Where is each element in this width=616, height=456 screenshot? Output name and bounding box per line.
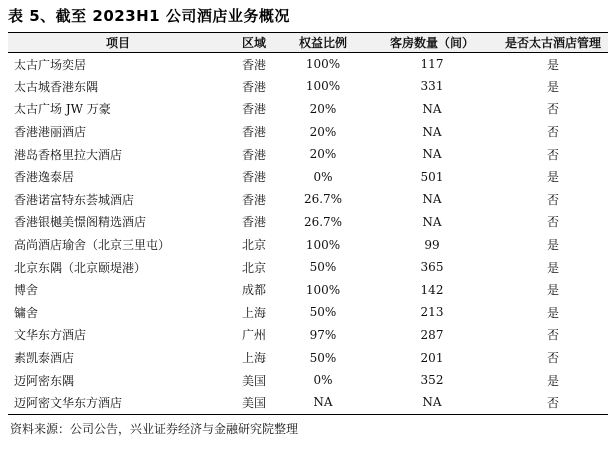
cell-swire-managed: 否 <box>546 351 559 366</box>
cell-project: 香港港丽酒店 <box>14 125 87 140</box>
cell-swire-managed: 是 <box>546 238 559 253</box>
cell-region: 香港 <box>241 147 266 162</box>
table-row <box>8 75 608 98</box>
cell-project: 太古广场奕居 <box>14 57 87 72</box>
cell-room-count: NA <box>422 124 442 139</box>
cell-project: 迈阿密东隅 <box>14 373 75 388</box>
cell-room-count: 213 <box>420 305 444 320</box>
cell-region: 香港 <box>241 102 266 117</box>
cell-region: 北京 <box>241 238 266 253</box>
cell-swire-managed: 否 <box>546 215 559 230</box>
cell-room-count: 142 <box>420 282 444 297</box>
cell-room-count: NA <box>366 391 498 414</box>
cell-project: 太古城香港东隅 <box>14 79 99 94</box>
cell-equity-ratio: 100% <box>305 237 341 252</box>
cell-room-count: 201 <box>420 350 444 365</box>
cell-room-count: 287 <box>420 327 444 342</box>
cell-room-count: 99 <box>424 237 440 252</box>
cell-region: 成都 <box>241 283 266 298</box>
table-row <box>8 391 608 414</box>
cell-project: 镛舍 <box>14 305 39 320</box>
table-row <box>8 143 608 166</box>
cell-room-count: 352 <box>420 373 444 388</box>
table-row <box>8 188 608 211</box>
table-row <box>8 233 608 256</box>
cell-swire-managed: 否 <box>498 391 608 414</box>
table-row <box>8 256 608 279</box>
cell-project: 迈阿密文华东方酒店 <box>8 391 228 414</box>
table-row <box>8 53 608 76</box>
cell-project: 太古广场 JW 万豪 <box>14 102 111 117</box>
cell-room-count: NA <box>422 101 442 116</box>
cell-region: 香港 <box>241 57 266 72</box>
table-row <box>8 301 608 324</box>
cell-region: 上海 <box>241 351 266 366</box>
cell-equity-ratio: 26.7% <box>303 214 343 229</box>
header-project: 项目 <box>8 33 228 53</box>
cell-swire-managed: 否 <box>546 147 559 162</box>
header-region: 区域 <box>228 33 280 53</box>
cell-room-count: 365 <box>420 260 444 275</box>
cell-equity-ratio: 100% <box>305 282 341 297</box>
table-row <box>8 120 608 143</box>
cell-region: 香港 <box>241 192 266 207</box>
cell-swire-managed: 否 <box>546 125 559 140</box>
cell-swire-managed: 是 <box>546 373 559 388</box>
cell-project: 港岛香格里拉大酒店 <box>14 147 123 162</box>
cell-equity-ratio: 0% <box>313 169 333 184</box>
table-row <box>8 165 608 188</box>
cell-project: 香港银樾美憬阁精选酒店 <box>14 215 147 230</box>
cell-project: 高尚酒店瑜舍（北京三里屯） <box>14 238 171 253</box>
cell-equity-ratio: 50% <box>309 305 337 320</box>
cell-region: 香港 <box>241 215 266 230</box>
cell-swire-managed: 是 <box>546 170 559 185</box>
cell-region: 上海 <box>241 305 266 320</box>
cell-swire-managed: 是 <box>546 283 559 298</box>
cell-equity-ratio: 97% <box>309 327 337 342</box>
cell-swire-managed: 否 <box>546 102 559 117</box>
hotel-business-table <box>8 32 608 415</box>
header-room-count: 客房数量（间） <box>366 33 498 53</box>
cell-equity-ratio: 100% <box>305 57 341 72</box>
cell-equity-ratio: NA <box>280 391 366 414</box>
cell-room-count: 331 <box>420 79 444 94</box>
table-row <box>8 346 608 369</box>
table-row <box>8 98 608 121</box>
cell-equity-ratio: 0% <box>313 373 333 388</box>
cell-equity-ratio: 100% <box>305 79 341 94</box>
header-swire-managed: 是否太古酒店管理 <box>498 33 608 53</box>
table-title: 表 5、截至 2023H1 公司酒店业务概况 <box>8 7 290 25</box>
cell-room-count: NA <box>422 147 442 162</box>
cell-region: 香港 <box>241 170 266 185</box>
table-row <box>8 369 608 392</box>
cell-swire-managed: 是 <box>546 305 559 320</box>
cell-equity-ratio: 20% <box>309 147 337 162</box>
cell-equity-ratio: 50% <box>309 350 337 365</box>
table-row <box>8 278 608 301</box>
cell-swire-managed: 否 <box>546 328 559 343</box>
table-row <box>8 211 608 234</box>
cell-region: 美国 <box>228 391 280 414</box>
cell-region: 香港 <box>241 79 266 94</box>
table-header-row <box>8 33 608 53</box>
cell-equity-ratio: 20% <box>309 101 337 116</box>
cell-equity-ratio: 50% <box>309 260 337 275</box>
cell-project: 博舍 <box>14 283 39 298</box>
cell-region: 广州 <box>241 328 266 343</box>
cell-region: 北京 <box>241 260 266 275</box>
cell-swire-managed: 否 <box>546 192 559 207</box>
cell-swire-managed: 是 <box>546 260 559 275</box>
cell-project: 素凯泰酒店 <box>14 351 75 366</box>
source-note: 资料来源：公司公告，兴业证券经济与金融研究院整理 <box>10 422 299 436</box>
cell-region: 美国 <box>241 373 266 388</box>
table-row <box>8 324 608 347</box>
cell-room-count: 117 <box>420 57 444 72</box>
cell-project: 文华东方酒店 <box>14 328 87 343</box>
cell-swire-managed: 是 <box>546 57 559 72</box>
cell-equity-ratio: 20% <box>309 124 337 139</box>
cell-project: 香港诺富特东荟城酒店 <box>14 192 135 207</box>
cell-swire-managed: 是 <box>546 79 559 94</box>
cell-equity-ratio: 26.7% <box>303 192 343 207</box>
cell-room-count: NA <box>422 192 442 207</box>
cell-project: 香港逸泰居 <box>14 170 75 185</box>
cell-region: 香港 <box>241 125 266 140</box>
cell-project: 北京东隅（北京颐堤港） <box>14 260 147 275</box>
cell-room-count: 501 <box>420 169 444 184</box>
header-equity-ratio: 权益比例 <box>280 33 366 53</box>
cell-room-count: NA <box>422 214 442 229</box>
